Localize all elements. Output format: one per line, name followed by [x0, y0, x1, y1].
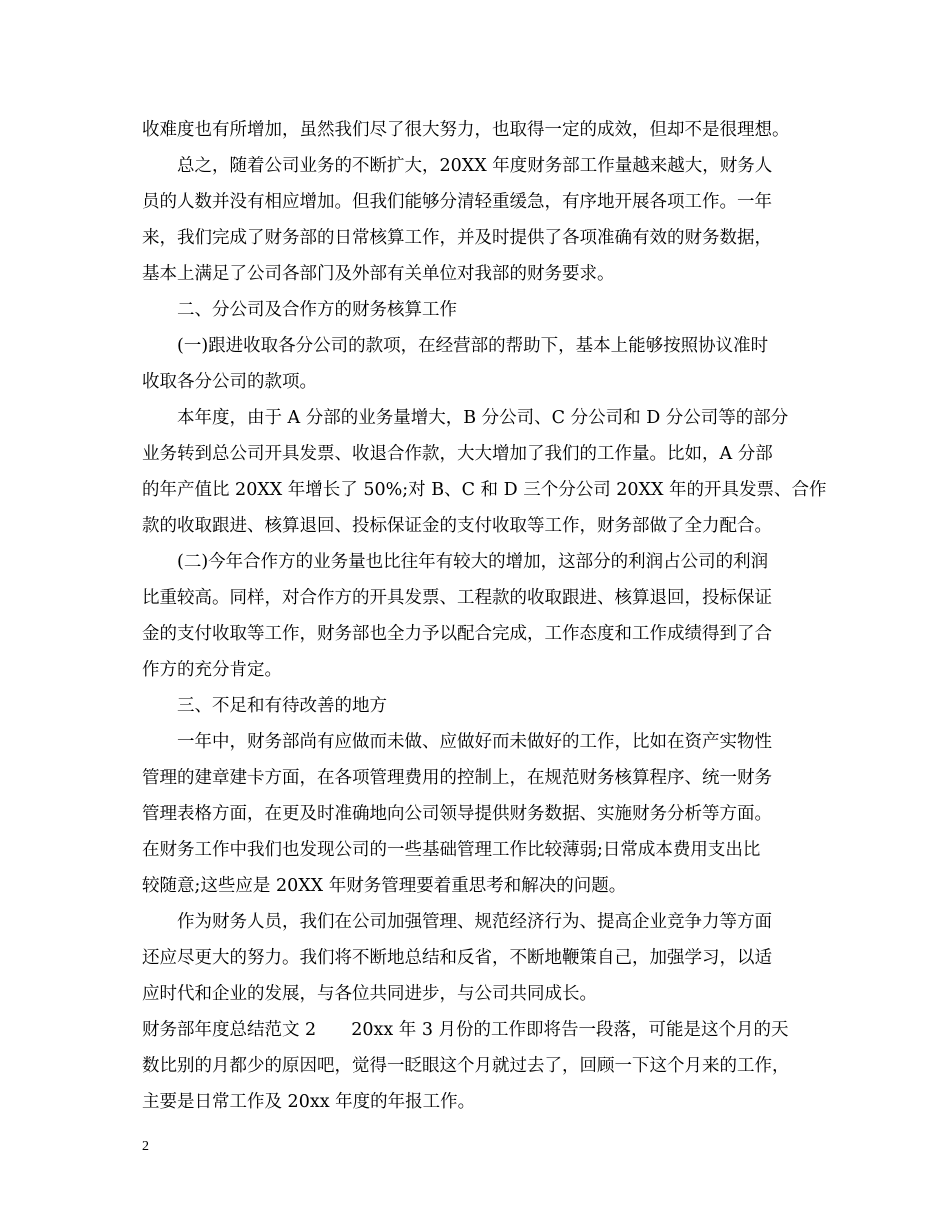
text-line: 比重较高。同样，对合作方的开具发票、工程款的收取跟进、核算退回，投标保证 [142, 588, 772, 608]
text-line: 员的人数并没有相应增加。但我们能够分清轻重缓急，有序地开展各项工作。一年 [142, 192, 772, 212]
text-line: 数比别的月都少的原因吧，觉得一眨眼这个月就过去了，回顾一下这个月来的工作， [142, 1056, 790, 1076]
text-line: (一)跟进收取各分公司的款项，在经营部的帮助下，基本上能够按照协议准时 [177, 336, 769, 356]
text-line: 作方的充分肯定。 [142, 660, 282, 680]
text-line: 款的收取跟进、核算退回、投标保证金的支付收取等工作，财务部做了全力配合。 [142, 516, 772, 536]
section-heading: 二、分公司及合作方的财务核算工作 [177, 300, 457, 320]
text-line: 作为财务人员，我们在公司加强管理、规范经济行为、提高企业竞争力等方面 [177, 912, 772, 932]
section-heading: 三、不足和有待改善的地方 [177, 696, 387, 716]
text-line: 财务部年度总结范文 2 20xx 年 3 月份的工作即将告一段落，可能是这个月的天 [142, 1020, 789, 1040]
page-number: 2 [142, 1139, 149, 1154]
text-line: 在财务工作中我们也发现公司的一些基础管理工作比较薄弱;日常成本费用支出比 [142, 840, 761, 860]
text-line: 一年中，财务部尚有应做而未做、应做好而未做好的工作，比如在资产实物性 [177, 732, 772, 752]
text-line: 基本上满足了公司各部门及外部有关单位对我部的财务要求。 [142, 264, 615, 284]
text-line: 来，我们完成了财务部的日常核算工作，并及时提供了各项准确有效的财务数据， [142, 228, 772, 248]
text-line: 的年产值比 20XX 年增长了 50%;对 B、C 和 D 三个分公司 20XX 年的开具发票、合作 [142, 480, 827, 500]
text-line: 总之，随着公司业务的不断扩大，20XX 年度财务部工作量越来越大，财务人 [177, 156, 773, 176]
text-line: 还应尽更大的努力。我们将不断地总结和反省，不断地鞭策自己，加强学习，以适 [142, 948, 772, 968]
text-line: 金的支付收取等工作，财务部也全力予以配合完成，工作态度和工作成绩得到了合 [142, 624, 772, 644]
text-line: 管理表格方面，在更及时准确地向公司领导提供财务数据、实施财务分析等方面。 [142, 804, 772, 824]
text-line: 收难度也有所增加，虽然我们尽了很大努力，也取得一定的成效，但却不是很理想。 [142, 120, 790, 140]
text-line: 业务转到总公司开具发票、收退合作款，大大增加了我们的工作量。比如，A 分部 [142, 444, 773, 464]
text-line: 应时代和企业的发展，与各位共同进步，与公司共同成长。 [142, 984, 597, 1004]
text-line: 本年度，由于 A 分部的业务量增大，B 分公司、C 分公司和 D 分公司等的部分 [177, 408, 789, 428]
text-line: 收取各分公司的款项。 [142, 372, 317, 392]
text-line: 较随意;这些应是 20XX 年财务管理要着重思考和解决的问题。 [142, 876, 627, 896]
text-line: 主要是日常工作及 20xx 年度的年报工作。 [142, 1092, 476, 1112]
text-line: 管理的建章建卡方面，在各项管理费用的控制上，在规范财务核算程序、统一财务 [142, 768, 772, 788]
text-line: (二)今年合作方的业务量也比往年有较大的增加，这部分的利润占公司的利润 [177, 552, 769, 572]
